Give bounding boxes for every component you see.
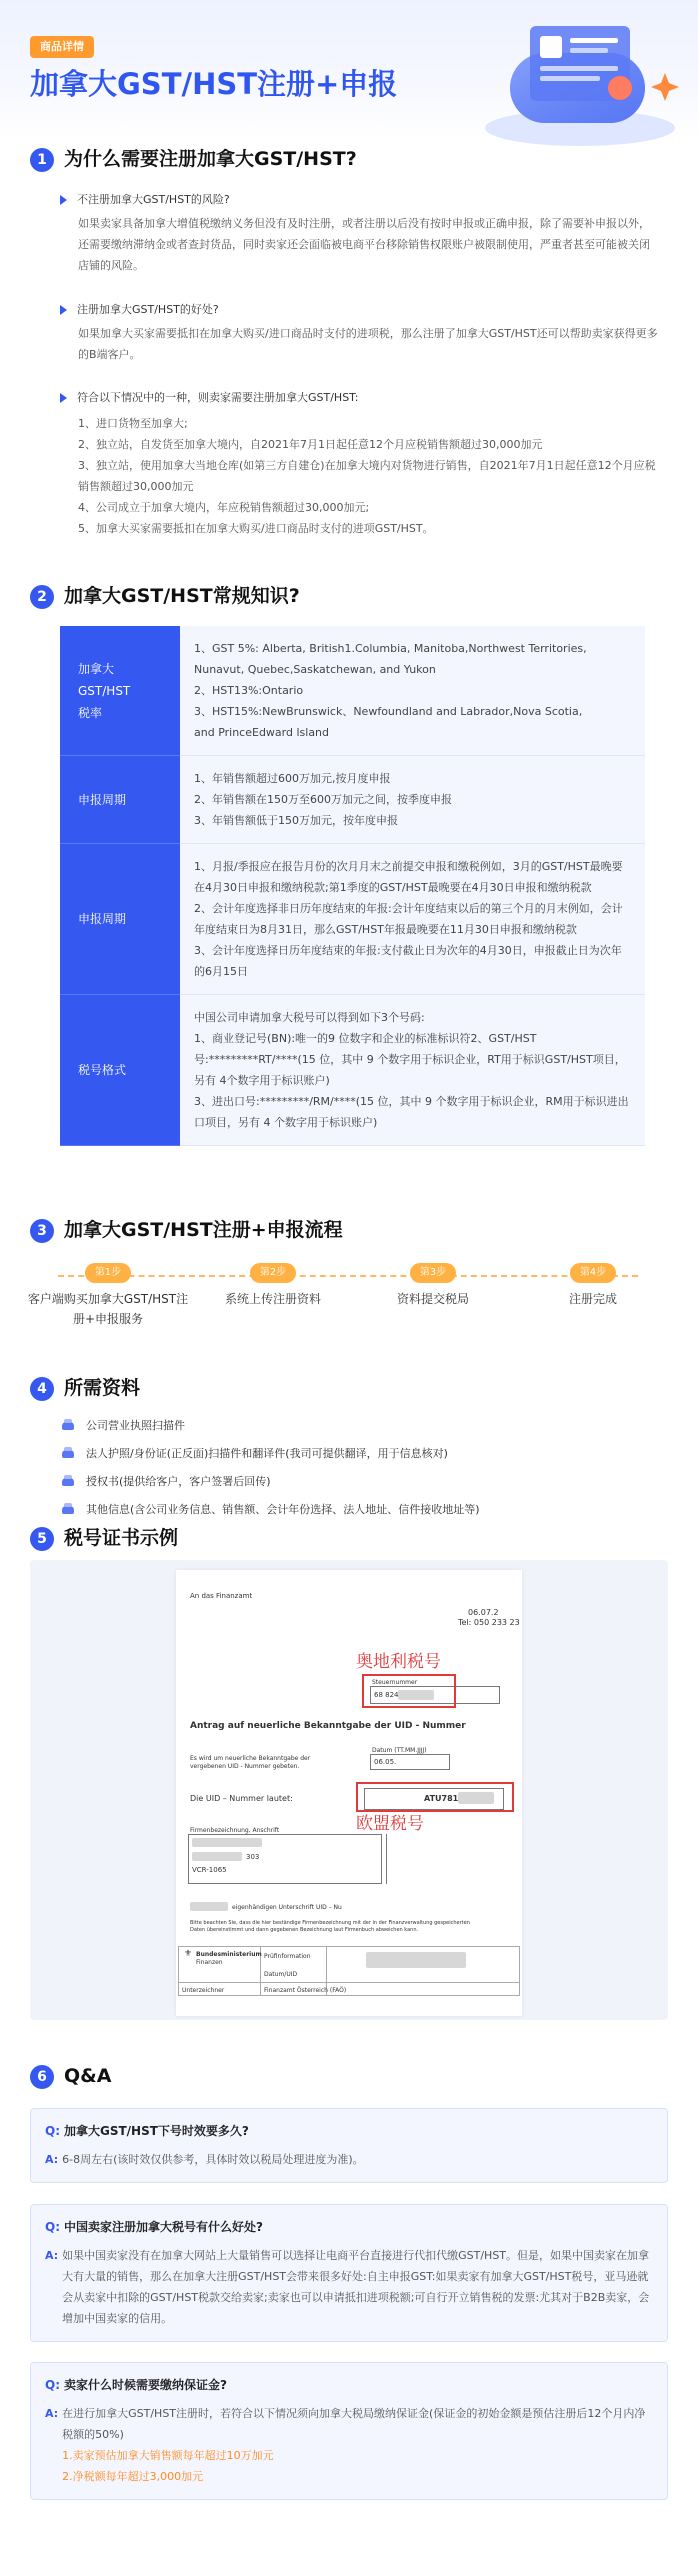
austrian-eagle-icon: ⚜ [184, 1949, 193, 1959]
eu-vat-highlight [356, 1782, 514, 1812]
row-line: 1、GST 5%: Alberta, British1.Columbia, Manitoba,Northwest Territories, [194, 642, 587, 655]
cert-datum: 06.05. [374, 1758, 397, 1766]
triangle-bullet-icon [60, 393, 67, 403]
condition-item: 2、独立站，自发货至加拿大境内，自2021年7月1日起任意12个月应税销售额超过30,000加元 [78, 438, 543, 452]
benefit-question-text: 注册加拿大GST/HST的好处? [77, 303, 219, 316]
qa-card [30, 2108, 668, 2183]
step-text: 客户端购买加拿大GST/HST注册+申报服务 [27, 1292, 189, 1326]
qa-answer-text: 在进行加拿大GST/HST注册时，若符合以下情况须向加拿大税局缴纳保证金(保证金的初始金额是预估注册后12个月内净税额的50%) [62, 2407, 646, 2441]
step-pill: 第3步 [410, 1263, 456, 1283]
benefit-question [60, 300, 660, 319]
step-2 [188, 1262, 358, 1309]
qa-question [45, 2217, 653, 2237]
document-icon [62, 1506, 74, 1514]
row-line: 2、会计年度选择非日历年度结束的年报:会计年度结束以后的第三个月的月末例如，会计年度结束日为8月31日，那么GST/HST年报最晚要在11月30日申报和缴纳税款 [194, 902, 623, 936]
deposit-condition: 2.净税额每年超过3,000加元 [62, 2470, 204, 2483]
row-line: 2、年销售额在150万至600万加元之间，按季度申报 [194, 793, 452, 806]
step-4 [508, 1262, 678, 1309]
row-key: 加拿大GST/HST税率 [60, 626, 180, 756]
cert-steuernummer-label: Steuernummer [372, 1679, 418, 1686]
risk-question [60, 190, 660, 209]
row-line: 3、HST15%:NewBrunswick、Newfoundland and Labrador,Nova Scotia, [194, 705, 583, 718]
section-heading-knowledge [30, 582, 300, 612]
qa-question-text: 中国卖家注册加拿大税号有什么好处? [64, 2220, 263, 2234]
cert-date: 06.07.2 [468, 1608, 499, 1617]
qa-question [45, 2375, 653, 2395]
a-label: A: [45, 2249, 59, 2262]
section-title: 加拿大GST/HST注册+申报流程 [64, 1219, 343, 1242]
cert-form-label: Prüfinformation [264, 1953, 311, 1960]
step-pill: 第1步 [85, 1263, 131, 1283]
a-label: A: [45, 2407, 59, 2420]
cert-ministry: Bundesministerium [196, 1951, 262, 1958]
qa-answer-text: 6-8周左右(该时效仅供参考，具体时效以税局处理进度为准)。 [62, 2153, 364, 2166]
row-value [180, 995, 645, 1146]
cert-office: Unterzeichner [182, 1987, 225, 1994]
conditions-question-text: 符合以下情况中的一种，则卖家需要注册加拿大GST/HST: [77, 391, 359, 404]
step-pill: 第2步 [250, 1263, 296, 1283]
material-item [62, 1444, 662, 1463]
row-line: 中国公司申请加拿大税号可以得到如下3个号码: [194, 1011, 425, 1024]
risk-answer: 如果卖家具备加拿大增值税缴纳义务但没有及时注册，或者注册以后没有按时申报或正确申报，除了需要补申报以外，还需要缴纳滞纳金或者查封货品，同时卖家还会面临被电商平台移除销售权限账户被限制使用，严重者甚至可能被关闭店铺的风险。 [78, 217, 650, 273]
cert-office: Finanzamt Österreich (FAÖ) [264, 1987, 347, 1994]
qa-answer [45, 2403, 653, 2487]
section-number: 1 [30, 148, 54, 172]
document-icon [62, 1422, 74, 1430]
table-row [60, 756, 645, 844]
material-text: 授权书(提供给客户，客户签署后回传) [86, 1475, 271, 1488]
q-label: Q: [45, 2124, 60, 2138]
row-value [180, 756, 645, 844]
section-number: 4 [30, 1377, 54, 1401]
cert-ministry: Finanzen [196, 1959, 223, 1966]
qa-question [45, 2121, 653, 2141]
row-line: 2、HST13%:Ontario [194, 684, 304, 697]
qa-question-text: 加拿大GST/HST下号时效要多久? [64, 2124, 249, 2138]
redaction [192, 1852, 242, 1861]
redaction [192, 1838, 262, 1847]
benefit-block [60, 300, 660, 365]
triangle-bullet-icon [60, 195, 67, 205]
triangle-bullet-icon [60, 305, 67, 315]
cert-tel: Tel: 050 233 23 [458, 1618, 520, 1627]
section-title: 所需资料 [64, 1377, 141, 1400]
cert-datum-label: Datum (TT.MM.JJJJ) [372, 1747, 427, 1754]
cert-sender: An das Finanzamt [190, 1592, 253, 1600]
redaction [190, 1902, 228, 1911]
cert-uid: ATU781 [424, 1794, 459, 1803]
cert-uid-label: Die UID – Nummer lautet: [190, 1794, 293, 1803]
step-text: 注册完成 [568, 1292, 617, 1306]
section-number: 5 [30, 1527, 54, 1551]
step-text: 资料提交税局 [396, 1292, 469, 1306]
cert-footer: Daten übereinstimmt und dann gegebenen Bezeichnung laut Firmenbuch abweichen kann. [190, 1927, 419, 1933]
cert-street: 303 [246, 1853, 260, 1861]
cert-city: VCR-1065 [192, 1866, 227, 1874]
material-text: 法人护照/身份证(正反面)扫描件和翻译件(我司可提供翻译，用于信息核对) [86, 1447, 448, 1460]
step-pill: 第4步 [570, 1263, 616, 1283]
section-heading-qa [30, 2062, 111, 2092]
section-heading-why [30, 145, 357, 175]
qa-answer [45, 2149, 653, 2170]
document-icon [62, 1478, 74, 1486]
table-row [60, 995, 645, 1146]
row-line: Nunavut, Quebec,Saskatchewan, and Yukon [194, 663, 436, 676]
table-row [60, 844, 645, 995]
conditions-question [60, 388, 660, 407]
row-key: 申报周期 [60, 756, 180, 844]
material-item [62, 1500, 662, 1519]
section-title: 加拿大GST/HST常规知识? [64, 585, 300, 608]
row-line: 1、年销售额超过600万加元,按月度申报 [194, 772, 391, 785]
risk-block [60, 190, 660, 276]
a-label: A: [45, 2153, 59, 2166]
tax-form-illustration-icon [470, 18, 685, 148]
step-1 [23, 1262, 193, 1329]
cert-signature-line: eigenhändigen Unterschrift UID – Nu [232, 1904, 342, 1911]
divider [178, 1982, 520, 1983]
redaction [366, 1952, 466, 1968]
section-number: 2 [30, 585, 54, 609]
document-icon [62, 1450, 74, 1458]
cert-steuernummer: 68 824 [374, 1691, 399, 1699]
cert-heading: Antrag auf neuerliche Bekanntgabe der UID - Nummer [190, 1721, 466, 1731]
material-item [62, 1472, 662, 1491]
step-text: 系统上传注册资料 [224, 1292, 321, 1306]
cert-note: Es wird um neuerliche Bekanntgabe der [190, 1755, 311, 1762]
qa-answer-text: 如果中国卖家没有在加拿大网站上大量销售可以选择让电商平台直接进行代扣代缴GST/HST。但是，如果中国卖家在加拿大有大量的销售，那么在加拿大注册GST/HST会带来很多好处:自主申报GST:如果卖家有加拿大GST/HST税号，亚马逊就会从卖家中扣除的GST/HST税款交给卖家;卖家也可以申请抵扣进项税额;可自行开立销售税的发票:尤其对于B2B卖家，会增加中国卖家的信用。 [62, 2249, 650, 2325]
section-number: 6 [30, 2065, 54, 2089]
cert-footer: Bitte beachten Sie, dass die hier beständige Firmenbezeichnung mit der in der Finanzverwaltung gespeicherten [190, 1920, 470, 1926]
row-line: 3、年销售额低于150万加元，按年度申报 [194, 814, 398, 827]
row-value [180, 844, 645, 995]
section-title: Q&A [64, 2065, 112, 2088]
tax-certificate-image [176, 1570, 522, 2016]
section-heading-process [30, 1216, 343, 1246]
hero-banner [0, 0, 698, 140]
product-detail-badge: 商品详情 [30, 36, 94, 58]
row-line: 3、会计年度选择日历年度结束的年报:支付截止日为次年的4月30日，申报截止日为次年的6月15日 [194, 944, 622, 978]
step-3 [348, 1262, 518, 1309]
eu-vat-number-annotation: 欧盟税号 [356, 1814, 424, 1834]
benefit-answer: 如果加拿大买家需要抵扣在加拿大购买/进口商品时支付的进项税，那么注册了加拿大GST/HST还可以帮助卖家获得更多的B端客户。 [78, 327, 658, 362]
material-item [62, 1416, 662, 1435]
row-key: 申报周期 [60, 844, 180, 995]
section-title: 为什么需要注册加拿大GST/HST? [64, 148, 357, 171]
row-line: and PrinceEdward lsland [194, 726, 330, 739]
condition-item: 4、公司成立于加拿大境内，年应税销售额超过30,000加元; [78, 501, 370, 515]
qa-answer [45, 2245, 653, 2329]
austria-tax-highlight [362, 1674, 456, 1708]
deposit-condition: 1.卖家预估加拿大销售额每年超过10万加元 [62, 2449, 274, 2462]
section-heading-materials [30, 1374, 140, 1404]
material-text: 其他信息(含公司业务信息、销售额、会计年份选择、法人地址、信件接收地址等) [86, 1503, 480, 1516]
cert-note: vergebenen UID - Nummer gebeten. [190, 1763, 300, 1770]
section-number: 3 [30, 1219, 54, 1243]
row-line: 1、商业登记号(BN):唯一的9 位数字和企业的标准标识符2、GST/HST号:*********RT/****(15 位，其中 9 个数字用于标识企业，RT用于标识GST/HST项目，另有 4个数字用于标识账户) [194, 1032, 626, 1087]
q-label: Q: [45, 2378, 60, 2392]
cert-datum2-label: Datum/UID [264, 1971, 298, 1978]
page-title: 加拿大GST/HST注册+申报 [30, 67, 398, 101]
risk-question-text: 不注册加拿大GST/HST的风险? [77, 193, 230, 206]
austria-tax-number-annotation: 奥地利税号 [356, 1652, 441, 1672]
knowledge-table [60, 626, 645, 1146]
qa-card [30, 2362, 668, 2500]
qa-answer-body [62, 2403, 653, 2487]
divider [386, 1834, 387, 1884]
qa-card [30, 2204, 668, 2342]
qa-question-text: 卖家什么时候需要缴纳保证金? [64, 2378, 227, 2392]
row-value [180, 626, 645, 756]
section-heading-certificate [30, 1524, 178, 1554]
q-label: Q: [45, 2220, 60, 2234]
table-row [60, 626, 645, 756]
conditions-block [60, 388, 660, 539]
conditions-list [78, 413, 660, 539]
condition-item: 3、独立站，使用加拿大当地仓库(如第三方自建仓)在加拿大境内对货物进行销售，自2021年7月1日起任意12个月应税销售额超过30,000加元 [78, 459, 656, 494]
condition-item: 1、进口货物至加拿大; [78, 417, 188, 431]
row-line: 1、月报/季报应在报告月份的次月月末之前提交申报和缴税例如，3月的GST/HST最晚要在4月30日申报和缴纳税款;第1季度的GST/HST最晚要在4月30日申报和缴纳税款 [194, 860, 623, 894]
condition-item: 5、加拿大买家需要抵扣在加拿大购买/进口商品时支付的进项GST/HST。 [78, 522, 434, 536]
process-steps [28, 1262, 668, 1342]
row-key: 税号格式 [60, 995, 180, 1146]
material-text: 公司营业执照扫描件 [86, 1419, 185, 1432]
cert-address-label: Firmenbezeichnung, Anschrift [190, 1827, 280, 1834]
section-title: 税号证书示例 [64, 1527, 179, 1550]
row-line: 3、进出口号:*********/RM/****(15 位，其中 9 个数字用于标识企业，RM用于标识进出口项目，另有 4 个数字用于标识账户) [194, 1095, 629, 1129]
